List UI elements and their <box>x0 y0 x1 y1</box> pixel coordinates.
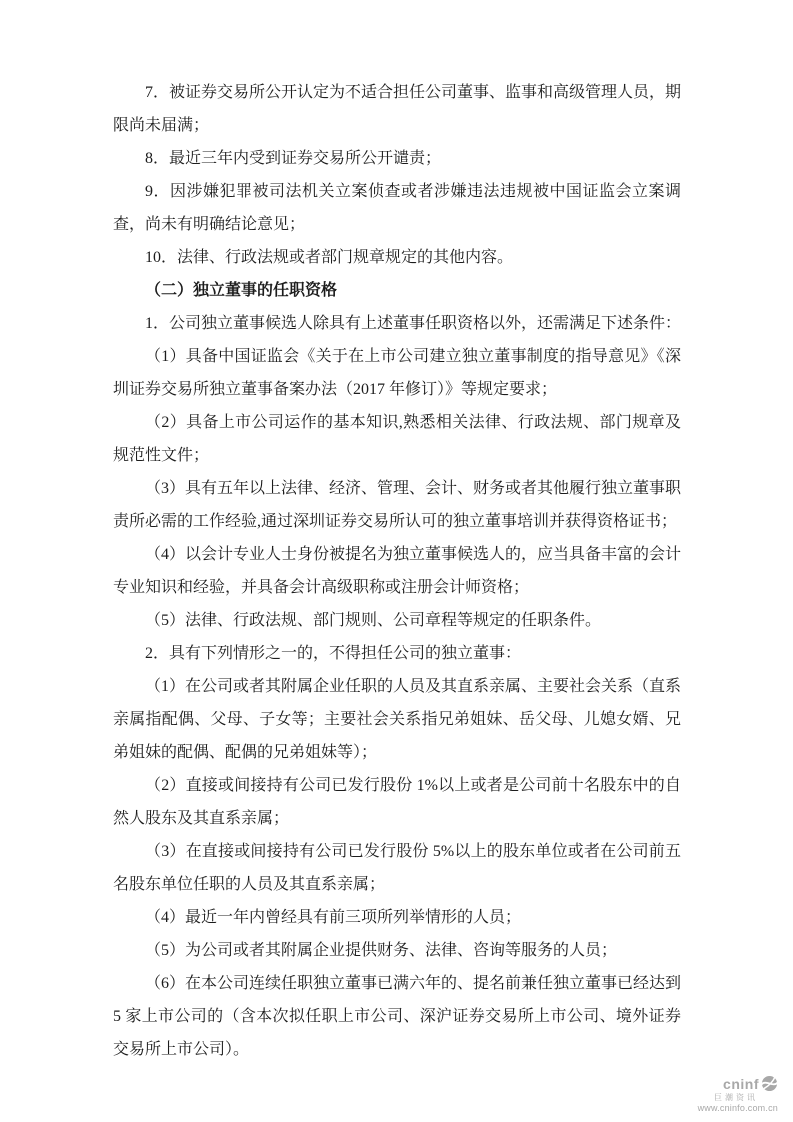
paragraph: 10．法律、行政法规或者部门规章规定的其他内容。 <box>145 249 514 266</box>
paragraph: （6）在本公司连续任职独立董事已满六年的、提名前兼任独立董事已经达到 5 家上市公司的（含本次拟任职上市公司、深沪证券交易所上市公司、境外证券交易所上市公司）。 <box>113 975 682 1058</box>
section-heading: （二）独立董事的任职资格 <box>145 282 338 299</box>
cninfo-swirl-icon <box>761 1075 778 1092</box>
document-body <box>113 76 681 1066</box>
paragraph: （5）为公司或者其附属企业提供财务、法律、咨询等服务的人员； <box>145 942 618 959</box>
cninfo-watermark <box>698 1075 778 1113</box>
paragraph: （2）直接或间接持有公司已发行股份 1%以上或者是公司前十名股东中的自然人股东及其直系亲属； <box>113 777 681 827</box>
paragraph: 9．因涉嫌犯罪被司法机关立案侦查或者涉嫌违法违规被中国证监会立案调查，尚未有明确结论意见； <box>113 183 681 233</box>
paragraph: 7．被证券交易所公开认定为不适合担任公司董事、监事和高级管理人员，期限尚未届满； <box>113 84 682 134</box>
paragraph: （2）具备上市公司运作的基本知识,熟悉相关法律、行政法规、部门规章及规范性文件； <box>113 414 681 464</box>
paragraph: （1）具备中国证监会《关于在上市公司建立独立董事制度的指导意见》《深圳证券交易所独立董事备案办法（2017 年修订）》等规定要求； <box>113 348 681 398</box>
cninfo-url: www.cninfo.com.cn <box>697 1103 778 1113</box>
paragraph: （3）具有五年以上法律、经济、管理、会计、财务或者其他履行独立董事职责所必需的工作经验,通过深圳证券交易所认可的独立董事培训并获得资格证书； <box>113 480 682 530</box>
paragraph: （4）最近一年内曾经具有前三项所列举情形的人员； <box>145 909 522 926</box>
paragraph: 8．最近三年内受到证券交易所公开谴责； <box>145 150 442 167</box>
cninfo-brand-chinese: 巨潮资讯 <box>714 1093 758 1102</box>
cninfo-brand-text: cninf <box>723 1075 759 1092</box>
cninfo-brand-row <box>698 1075 778 1092</box>
paragraph: 2．具有下列情形之一的，不得担任公司的独立董事： <box>145 645 522 662</box>
paragraph: （4）以会计专业人士身份被提名为独立董事候选人的，应当具备丰富的会计专业知识和经验，并具备会计高级职称或注册会计师资格； <box>113 546 682 596</box>
paragraph: （5）法律、行政法规、部门规则、公司章程等规定的任职条件。 <box>145 612 602 629</box>
paragraph: 1．公司独立董事候选人除具有上述董事任职资格以外，还需满足下述条件： <box>145 315 682 332</box>
paragraph: （1）在公司或者其附属企业任职的人员及其直系亲属、主要社会关系（直系亲属指配偶、父母、子女等；主要社会关系指兄弟姐妹、岳父母、儿媳女婿、兄弟姐妹的配偶、配偶的兄弟姐妹等）； <box>113 678 682 761</box>
paragraph: （3）在直接或间接持有公司已发行股份 5%以上的股东单位或者在公司前五名股东单位任职的人员及其直系亲属； <box>113 843 681 893</box>
